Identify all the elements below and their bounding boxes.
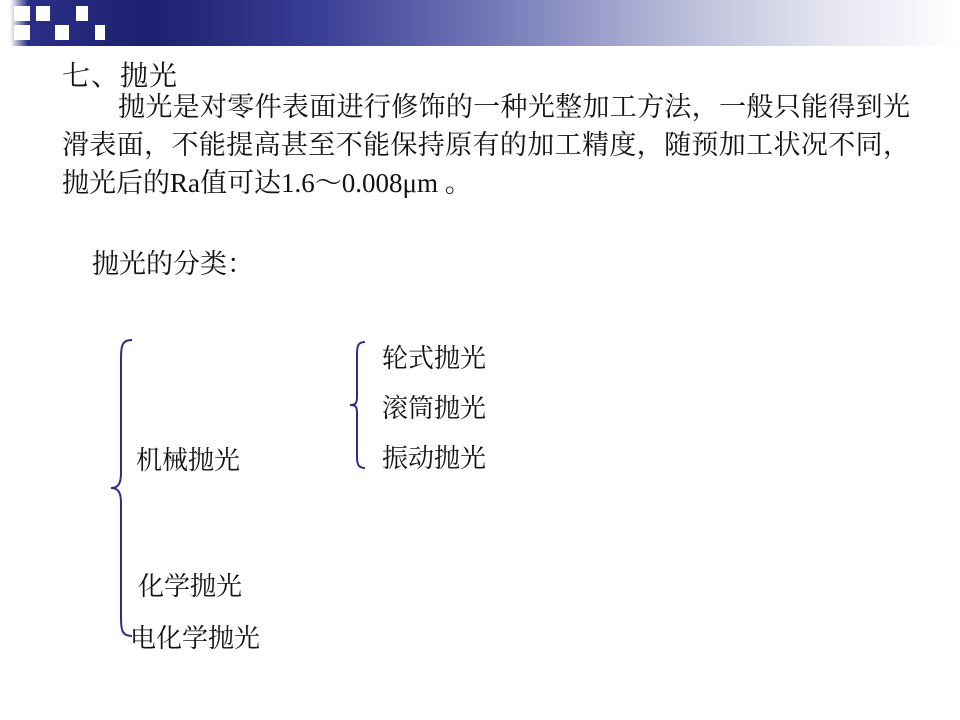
diagram-label-chemical: 化学抛光 [138, 572, 243, 601]
slide-header-band [0, 0, 960, 46]
band-square-2 [14, 25, 30, 40]
diagram-label-vibration-polishing: 振动抛光 [382, 444, 487, 473]
body-paragraph: 抛光是对零件表面进行修饰的一种光整加工方法，一般只能得到光滑表面，不能提高甚至不能保持原有的加工精度，随预加工状况不同，抛光后的Ra值可达1.6～0.008μm 。 [62, 92, 910, 198]
section-subheading: 抛光的分类： [92, 249, 254, 279]
classification-diagram [92, 326, 692, 656]
band-square-1 [14, 6, 30, 21]
slide-title: 七、抛光 [62, 61, 179, 92]
slide-body [0, 46, 960, 720]
band-square-6 [95, 25, 105, 40]
outer-brace-icon [108, 338, 134, 638]
diagram-label-wheel-polishing: 轮式抛光 [382, 344, 487, 373]
diagram-label-electrochemical: 电化学抛光 [130, 624, 261, 653]
inner-brace-icon [347, 340, 367, 470]
band-square-5 [76, 6, 88, 21]
diagram-label-mechanical: 机械抛光 [136, 446, 241, 475]
band-square-3 [36, 6, 50, 21]
diagram-label-drum-polishing: 滚筒抛光 [382, 394, 487, 423]
band-square-4 [55, 25, 69, 40]
